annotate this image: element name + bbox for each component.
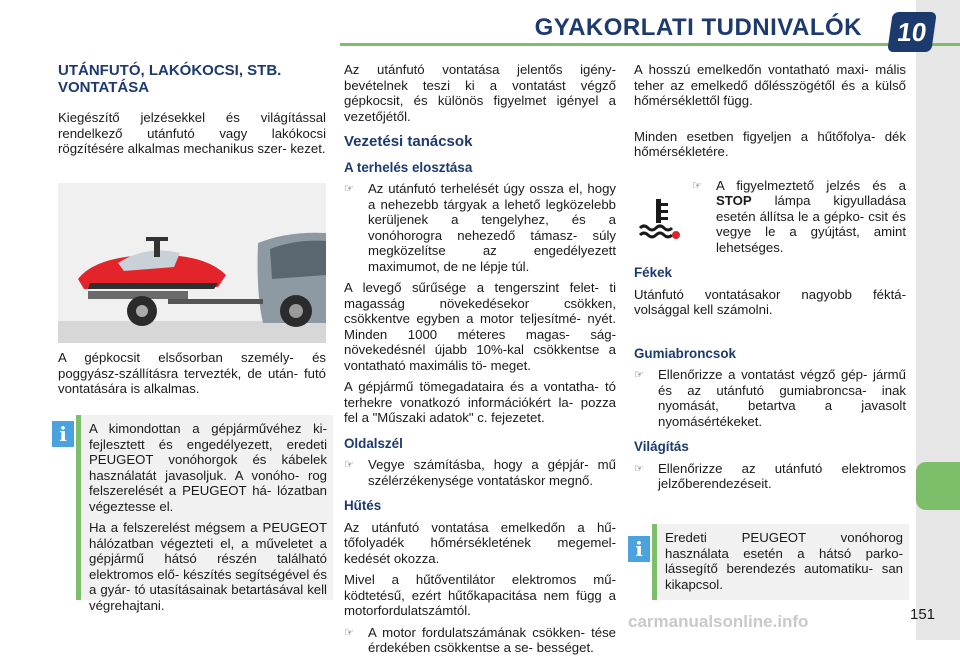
jetski-trailer-car-image [58,183,326,343]
cooling-paragraph-1: Az utánfutó vontatása emelkedőn a hű- tőfolyadék hőmérsékletének megemel- kedését okozza. [344,519,616,566]
page-number: 151 [910,606,936,623]
list-item: ☞ Ellenőrizze az utánfutó elektromos jelzőberendezéseit. [634,460,906,491]
air-density-paragraph: A levegő sűrűsége a tengerszint felet- ti magasság növekedésekor csökken, csökkentve egyben a motor teljesítmé- nyét. Minden 1000 méteres magas- ság-növekedésnél újabb 10%-kal csökkentse a vontatható maximális tö- meget. [344,280,616,373]
column-middle [344,62,616,662]
chapter-tab-strip [916,0,960,640]
crosswind-heading: Oldalszél [344,435,403,451]
lighting-heading: Világítás [634,439,689,454]
header-rule [340,43,960,46]
info-icon: i [52,421,74,447]
info-icon: i [628,536,650,562]
list-item: ☞ Az utánfutó terhelését úgy ossza el, hogy a nehezebb tárgyak a lehető legközelebb kerüljenek a tengelyhez, és a vonóhorogra nehezedő támasz- súly megközelítse az engedélyezett maximumot, de ne lépje túl. [344,181,616,274]
coolant-temperature-warning-icon [636,195,682,241]
cooling-paragraph-2: Mivel a hűtőventilátor elektromos mű- ködtetésű, ezért hűtőkapacitása nem függ a motorfordulatszámtól. [344,572,616,618]
column-right [634,62,906,498]
pointing-hand-icon: ☞ [634,369,644,381]
list-item: ☞ A figyelmeztető jelzés és a STOP lámpa kigyulladása esetén állítsa le a gépko- csit és vegye le a gyújtást, amint lehetséges. [692,177,906,255]
pointing-hand-icon: ☞ [344,183,354,195]
info-paragraph-1: A kimondottan a gépjárművéhez ki- fejlesztett és engedélyezett, eredeti PEUGEOT vonóhorgok és kábelek használatát javasoljuk. A vonóho- rog felszerelését a PEUGEOT há- lózatban végeztesse el. [89,421,327,514]
pointing-hand-icon: ☞ [634,462,644,475]
load-distribution-heading: A terhelés elosztása [344,159,473,175]
cooling-heading: Hűtés [344,498,382,513]
stop-label: STOP [716,193,752,208]
technical-data-paragraph: A gépjármű tömegadataira és a vontatha- tó terhekre vonatkozó információkért la- pozza fel a "Műszaki adatok" c. fejezetet. [344,379,616,425]
active-chapter-tab[interactable] [916,462,960,510]
list-item: ☞ A motor fordulatszámának csökken- tése érdekében csökkentse a se- bességet. [344,624,616,655]
watermark: carmanualsonline.info [628,612,809,631]
tyres-heading: Gumiabroncsok [634,345,736,361]
towing-illustration [58,183,326,343]
coolant-paragraph: Minden esetben figyeljen a hűtőfolya- dék hőmérsékletére. [634,128,906,159]
section-title: UTÁNFUTÓ, LAKÓKOCSI, STB. VONTATÁSA [58,62,282,96]
info-box-parking-sensor [652,524,909,600]
page-header [0,0,960,52]
pointing-hand-icon: ☞ [344,626,354,639]
pointing-hand-icon: ☞ [692,179,702,192]
chapter-number-badge: 10 [887,12,937,52]
driving-advice-heading: Vezetési tanácsok [344,133,473,150]
column-left-lower [58,350,326,403]
intro-paragraph: Kiegészítő jelzésekkel és világítással rendelkező utánfutó vagy lakókocsi rögzítésére alkalmas mechanikus szer- kezet. [58,110,326,156]
column-left [58,62,326,163]
list-item: ☞ Vegye számításba, hogy a gépjár- mű szélérzékenysége vontatáskor megnő. [344,457,616,488]
pointing-hand-icon: ☞ [344,459,354,471]
list-item: ☞ Ellenőrizze a vontatást végző gép- jármű és az utánfutó gumiabroncsa- inak nyomását, betartva a javasolt nyomásértékeket. [634,367,906,429]
info-paragraph-2: Ha a felszerelést mégsem a PEUGEOT hálózatban végezteti el, a műveletet a gépjármű hátsó részén található elektromos elő- készítés segítségével és a gyár- tó utasításainak betartásával kell végrehajtani. [89,520,327,613]
brakes-heading: Fékek [634,265,672,280]
intro-paragraph: Az utánfutó vontatása jelentős igény- bevételnek teszi ki a vontatást végző gépkocsit, és különös figyelmet igényel a vezetőjétől. [344,62,616,124]
usage-paragraph: A gépkocsit elsősorban személy- és poggyász-szállításra tervezték, de után- futó vontatására is alkalmas. [58,350,326,396]
brakes-paragraph: Utánfutó vontatásakor nagyobb féktá- volsággal kell számolni. [634,286,906,317]
info-paragraph: Eredeti PEUGEOT vonóhorog használata esetén a hátsó parko- lássegítő berendezés automatiku- san kikapcsol. [665,530,903,592]
page-title: GYAKORLATI TUDNIVALÓK [534,14,862,41]
info-box-towbar [76,415,333,613]
slope-paragraph: A hosszú emelkedőn vontatható maxi- mális teher az emelkedő dőlésszögétől és a külső hőmérséklettől függ. [634,62,906,108]
